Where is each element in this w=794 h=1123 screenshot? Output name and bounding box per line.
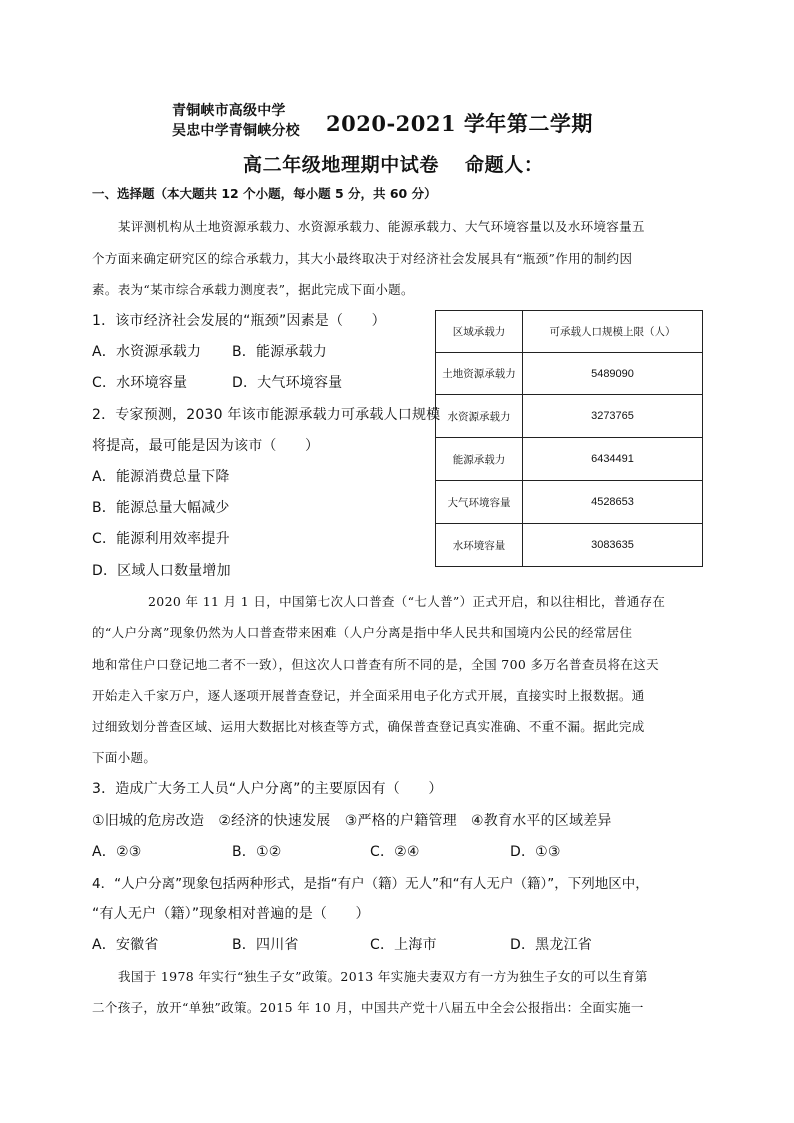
table-row bbox=[436, 395, 703, 438]
table-cell-value: 5489090 bbox=[523, 353, 703, 395]
table-header-cell: 可承载人口规模上限（人） bbox=[523, 311, 703, 353]
q3-option-c: C．②④ bbox=[370, 844, 420, 860]
passage1-line: 素。表为“某市综合承载力测度表”，据此完成下面小题。 bbox=[92, 282, 414, 297]
q2-stem-line2: 将提高，最可能是因为该市（ ） bbox=[92, 438, 320, 454]
section-title: 一、选择题（本大题共 12 个小题，每小题 5 分，共 60 分） bbox=[92, 186, 437, 201]
q1-option-d: D．大气环境容量 bbox=[232, 375, 343, 391]
table-cell-label: 能源承载力 bbox=[436, 438, 523, 481]
q1-option-b: B．能源承载力 bbox=[232, 344, 328, 360]
passage3-line: 我国于 1978 年实行“独生子女”政策。2013 年实施夫妻双方有一方为独生子女的可以生育第 bbox=[118, 969, 648, 984]
passage2-line: 过细致划分普查区域、运用大数据比对核查等方式，确保普查登记真实准确、不重不漏。据此完成 bbox=[92, 719, 645, 734]
school-name-line2: 吴忠中学青铜峡分校 bbox=[172, 123, 300, 139]
q4-option-b: B．四川省 bbox=[232, 937, 299, 953]
q2-stem-line1: 2．专家预测，2030 年该市能源承载力可承载人口规模 bbox=[92, 407, 441, 423]
author-label: 命题人： bbox=[465, 154, 544, 176]
passage2-line: 2020 年 11 月 1 日，中国第七次人口普查（“七人普”）正式开启，和以往相比，普通存在 bbox=[148, 594, 666, 609]
table-cell-label: 大气环境容量 bbox=[436, 481, 523, 524]
q3-option-a: A．②③ bbox=[92, 844, 142, 860]
passage2-line: 下面小题。 bbox=[92, 750, 157, 765]
q1-option-a: A．水资源承载力 bbox=[92, 344, 202, 360]
academic-term: 2020-2021 学年第二学期 bbox=[326, 111, 593, 136]
passage2-line: 地和常住户口登记地二者不一致），但这次人口普查有所不同的是，全国 700 多万名普查员将在这天 bbox=[92, 657, 660, 672]
passage2-line: 的“人户分离”现象仍然为人口普查带来困难（人户分离是指中华人民共和国境内公民的经常居住 bbox=[92, 625, 633, 640]
q2-option-a: A．能源消费总量下降 bbox=[92, 469, 230, 485]
q3-option-b: B．①② bbox=[232, 844, 282, 860]
exam-title: 高二年级地理期中试卷 bbox=[243, 154, 440, 176]
table-header-row bbox=[436, 311, 703, 353]
q1-option-c: C．水环境容量 bbox=[92, 375, 188, 391]
q2-option-b: B．能源总量大幅减少 bbox=[92, 500, 230, 516]
table-cell-value: 6434491 bbox=[523, 438, 703, 481]
q2-option-c: C．能源利用效率提升 bbox=[92, 531, 230, 547]
q2-option-d: D．区域人口数量增加 bbox=[92, 563, 231, 579]
q1-stem: 1．该市经济社会发展的“瓶颈”因素是（ ） bbox=[92, 313, 386, 329]
q4-option-d: D．黑龙江省 bbox=[510, 937, 592, 953]
table-row bbox=[436, 481, 703, 524]
table-row bbox=[436, 524, 703, 567]
table-cell-value: 3273765 bbox=[523, 395, 703, 438]
q4-stem-line2: “有人无户（籍）”现象相对普遍的是（ ） bbox=[92, 906, 370, 922]
q3-option-d: D．①③ bbox=[510, 844, 561, 860]
table-cell-label: 水环境容量 bbox=[436, 524, 523, 567]
table-cell-label: 土地资源承载力 bbox=[436, 353, 523, 395]
exam-title-line bbox=[243, 150, 543, 177]
passage3-line: 二个孩子，放开“单独”政策。2015 年 10 月，中国共产党十八届五中全会公报指出：全面实施一 bbox=[92, 1000, 644, 1015]
passage1-line: 某评测机构从土地资源承载力、水资源承载力、能源承载力、大气环境容量以及水环境容量五 bbox=[118, 219, 645, 234]
capacity-table bbox=[435, 310, 703, 567]
table-cell-label: 水资源承载力 bbox=[436, 395, 523, 438]
passage2-line: 开始走入千家万户，逐人逐项开展普查登记，并全面采用电子化方式开展，直接实时上报数据。通 bbox=[92, 688, 645, 703]
table-row bbox=[436, 438, 703, 481]
table-cell-value: 3083635 bbox=[523, 524, 703, 567]
q3-choices: ①旧城的危房改造 ②经济的快速发展 ③严格的户籍管理 ④教育水平的区域差异 bbox=[92, 813, 612, 829]
q4-option-a: A．安徽省 bbox=[92, 937, 159, 953]
q3-stem: 3．造成广大务工人员“人户分离”的主要原因有（ ） bbox=[92, 781, 443, 797]
q4-option-c: C．上海市 bbox=[370, 937, 437, 953]
school-name-line1: 青铜峡市高级中学 bbox=[172, 103, 286, 119]
table-row bbox=[436, 353, 703, 395]
q4-stem-line1: 4．“人户分离”现象包括两种形式，是指“有户（籍）无人”和“有人无户（籍）”，下列地区中， bbox=[92, 876, 649, 892]
passage1-line: 个方面来确定研究区的综合承载力，其大小最终取决于对经济社会发展具有“瓶颈”作用的制约因 bbox=[92, 251, 633, 266]
table-cell-value: 4528653 bbox=[523, 481, 703, 524]
table-header-cell: 区域承载力 bbox=[436, 311, 523, 353]
